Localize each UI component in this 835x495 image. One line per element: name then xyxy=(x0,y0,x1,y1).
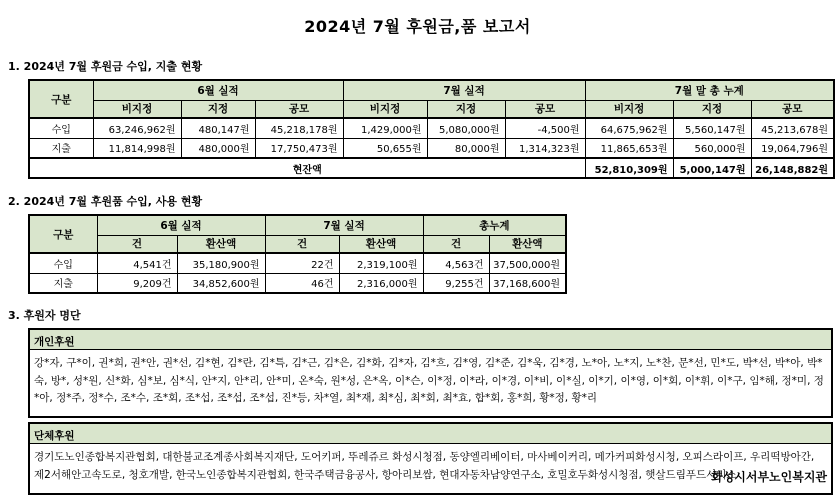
table1-subheader: 비지정 xyxy=(343,100,427,118)
table1-group-header-row xyxy=(29,80,834,100)
table2-group-header-row xyxy=(29,215,566,235)
table1-group-cumulative: 7월 말 총 누계 xyxy=(585,80,834,100)
table-cell: 46건 xyxy=(265,273,339,293)
table1-group-june: 6월 실적 xyxy=(93,80,343,100)
section3-heading: 3. 후원자 명단 xyxy=(8,309,81,322)
donation-goods-table xyxy=(28,214,567,294)
table-cell: 9,209건 xyxy=(97,273,177,293)
table2-subheader: 환산액 xyxy=(177,235,265,253)
table-cell: 63,246,962원 xyxy=(93,118,181,138)
table-cell: 1,429,000원 xyxy=(343,118,427,138)
balance-cell: 26,148,882원 xyxy=(751,158,834,178)
row-label: 수입 xyxy=(29,118,93,138)
table1-subheader: 비지정 xyxy=(93,100,181,118)
table1-sub-header-row xyxy=(29,100,834,118)
row-label: 지출 xyxy=(29,138,93,158)
table-cell: -4,500원 xyxy=(505,118,585,138)
balance-cell: 5,000,147원 xyxy=(673,158,751,178)
table-cell: 37,500,000원 xyxy=(489,253,566,273)
table-cell: 80,000원 xyxy=(427,138,505,158)
table2-group-june: 6월 실적 xyxy=(97,215,265,235)
table-cell: 35,180,900원 xyxy=(177,253,265,273)
table-cell: 9,255건 xyxy=(423,273,489,293)
table2-corner-header: 구분 xyxy=(29,215,97,253)
table-cell: 5,560,147원 xyxy=(673,118,751,138)
table1-balance-row xyxy=(29,158,834,178)
table-cell: 2,319,100원 xyxy=(339,253,423,273)
table-cell: 1,314,323원 xyxy=(505,138,585,158)
table-cell: 480,000원 xyxy=(181,138,255,158)
table2-subheader: 건 xyxy=(265,235,339,253)
row-label: 지출 xyxy=(29,273,97,293)
table-cell: 45,213,678원 xyxy=(751,118,834,138)
table1-expense-row xyxy=(29,138,834,158)
table-cell: 34,852,600원 xyxy=(177,273,265,293)
table-cell: 11,814,998원 xyxy=(93,138,181,158)
balance-label: 현잔액 xyxy=(29,158,585,178)
table-cell: 50,655원 xyxy=(343,138,427,158)
table2-subheader: 환산액 xyxy=(489,235,566,253)
individual-donors-block xyxy=(28,328,833,418)
table1-corner-header: 구분 xyxy=(29,80,93,118)
organization-name: 화성시서부노인복지관 xyxy=(711,470,827,484)
table2-expense-row xyxy=(29,273,566,293)
table2-group-cumulative: 총누계 xyxy=(423,215,566,235)
table1-subheader: 지정 xyxy=(427,100,505,118)
table1-subheader: 공모 xyxy=(505,100,585,118)
table-cell: 4,541건 xyxy=(97,253,177,273)
table-cell: 17,750,473원 xyxy=(255,138,343,158)
row-label: 수입 xyxy=(29,253,97,273)
table-cell: 2,316,000원 xyxy=(339,273,423,293)
table-cell: 37,168,600원 xyxy=(489,273,566,293)
table2-sub-header-row xyxy=(29,235,566,253)
individual-donors-header: 개인후원 xyxy=(30,330,831,350)
group-donors-header: 단체후원 xyxy=(30,424,831,444)
table-cell: 4,563건 xyxy=(423,253,489,273)
table-cell: 5,080,000원 xyxy=(427,118,505,138)
section1-heading: 1. 2024년 7월 후원금 수입, 지출 현황 xyxy=(8,60,203,73)
table1-subheader: 지정 xyxy=(181,100,255,118)
table2-subheader: 건 xyxy=(423,235,489,253)
table2-income-row xyxy=(29,253,566,273)
table-cell: 11,865,653원 xyxy=(585,138,673,158)
table1-subheader: 공모 xyxy=(751,100,834,118)
table2-subheader: 환산액 xyxy=(339,235,423,253)
table-cell: 45,218,178원 xyxy=(255,118,343,138)
table2-group-july: 7월 실적 xyxy=(265,215,423,235)
section2-heading: 2. 2024년 7월 후원품 수입, 사용 현황 xyxy=(8,195,203,208)
table-cell: 19,064,796원 xyxy=(751,138,834,158)
table1-income-row xyxy=(29,118,834,138)
table1-subheader: 비지정 xyxy=(585,100,673,118)
table1-subheader: 공모 xyxy=(255,100,343,118)
table-cell: 64,675,962원 xyxy=(585,118,673,138)
table-cell: 480,147원 xyxy=(181,118,255,138)
balance-cell: 52,810,309원 xyxy=(585,158,673,178)
table1-group-july: 7월 실적 xyxy=(343,80,585,100)
table2-subheader: 건 xyxy=(97,235,177,253)
page-title: 2024년 7월 후원금,품 보고서 xyxy=(304,17,531,36)
individual-donors-names: 강*자, 구*이, 권*희, 권*안, 권*선, 김*현, 김*란, 김*특, 김*근, 김*은, 김*화, 김*자, 김*흐, 김*영, 김*준, 김*욱, 김*경, 노*아, 노*지, 노*찬, 문*선, 민*도, 박*선, 박*아, 박*숙, 방*, 성*원, 신*화, 심*보, 심*식, 안*지, 안*리, 안*미, 온*숙, 원*성, 은*옥, 이*슨, 이*정, 이*라, 이*경, 이*비, 이*실, 이*기, 이*영, 이*회, 이*휘, 이*구, 임*해, 정*미, 정*아, 정*주, 정*수, 조*수, 조*회, 조*섭, 조*섭, 조*섭, 진*등, 차*열, 최*재, 최*심, 최*회, 최*효, 합*회, 홍*희, 황*정, 황*리 xyxy=(34,357,824,404)
group-donors-names: 경기도노인종합복지관협회, 대한불교조계종사회복지재단, 도어키퍼, 뚜레쥬르 화성시청점, 동양엘리베이터, 마사베이커리, 메가커피화성시청, 오피스라이프, 우리떡방아간, 제2서해안고속도로, 청호개발, 한국노인종합복지관협회, 한국주택금융공사, 항아리보쌈, 현대자동차남양연구소, 호밀호두화성시청점, 햇살드림푸드서비스 xyxy=(34,451,815,481)
table-cell: 560,000원 xyxy=(673,138,751,158)
table1-subheader: 지정 xyxy=(673,100,751,118)
donation-money-table xyxy=(28,79,835,179)
table-cell: 22건 xyxy=(265,253,339,273)
